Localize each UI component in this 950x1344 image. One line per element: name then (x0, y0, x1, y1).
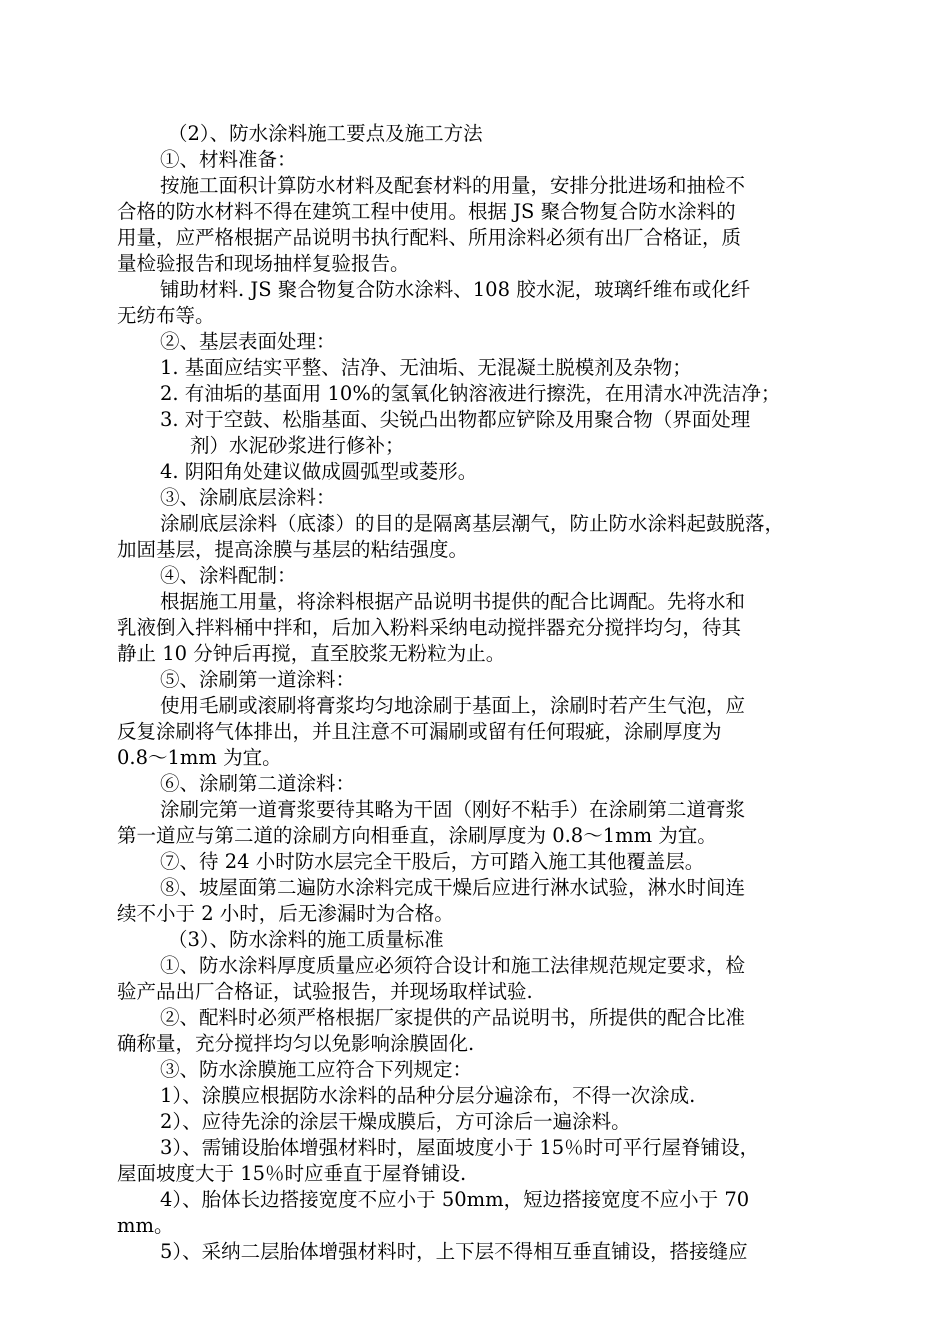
subheading: ⑥、涂刷第二道涂料： (160, 772, 356, 795)
paragraph-line: 验产品出厂合格证，试验报告，并现场取样试验. (117, 980, 533, 1003)
paragraph-line: 加固基层，提高涂膜与基层的粘结强度。 (117, 538, 469, 561)
paragraph-line: 铺助材料. JS 聚合物复合防水涂料、108 胶水泥，玻璃纤维布或化纤 (160, 278, 751, 301)
list-item: 3）、需铺设胎体增强材料时，屋面坡度小于 15％时可平行屋脊铺设， (160, 1136, 760, 1159)
paragraph-line: 确称量，充分搅拌均匀以免影响涂膜固化. (117, 1032, 475, 1055)
list-item: 3. 对于空鼓、松脂基面、尖锐凸出物都应铲除及用聚合物（界面处理 (160, 408, 751, 431)
paragraph-line: 第一道应与第二道的涂刷方向相垂直，涂刷厚度为 0.8～1mm 为宜。 (117, 824, 717, 847)
list-item: 1. 基面应结实平整、洁净、无油垢、无混凝土脱模剂及杂物； (160, 356, 692, 379)
list-item-continuation: mm。 (117, 1214, 174, 1237)
paragraph-line: 用量，应严格根据产品说明书执行配料、所用涂料必须有出厂合格证，质 (117, 226, 742, 249)
paragraph-line: ②、配料时必须严格根据厂家提供的产品说明书，所提供的配合比准 (160, 1006, 746, 1029)
subheading: ④、涂料配制： (160, 564, 297, 587)
list-item: 2. 有油垢的基面用 10%的氢氧化钠溶液进行擦洗，在用清水冲洗洁净； (160, 382, 781, 405)
subheading: ⑤、涂刷第一道涂料： (160, 668, 356, 691)
section-heading: （2）、防水涂料施工要点及施工方法 (168, 122, 483, 145)
section-heading: （3）、防水涂料的施工质量标准 (168, 928, 444, 951)
paragraph-line: 静止 10 分钟后再搅，直至胶浆无粉粒为止。 (117, 642, 506, 665)
paragraph-line: 续不小于 2 小时，后无渗漏时为合格。 (117, 902, 454, 925)
list-item: 5）、采纳二层胎体增强材料时，上下层不得相互垂直铺设，搭接缝应 (160, 1240, 748, 1263)
paragraph-line: 反复涂刷将气体排出，并且注意不可漏刷或留有任何瑕疵，涂刷厚度为 (117, 720, 722, 743)
paragraph-line: 使用毛刷或滚刷将膏浆均匀地涂刷于基面上，涂刷时若产生气泡，应 (160, 694, 746, 717)
subheading: ③、防水涂膜施工应符合下列规定： (160, 1058, 473, 1081)
list-item-continuation: 屋面坡度大于 15％时应垂直于屋脊铺设. (117, 1162, 467, 1185)
paragraph-line: 量检验报告和现场抽样复验报告。 (117, 252, 410, 275)
subheading: ①、材料准备： (160, 148, 297, 171)
paragraph-line: 无纺布等。 (117, 304, 215, 327)
paragraph-line: 0.8～1mm 为宜。 (117, 746, 282, 769)
subheading: ②、基层表面处理： (160, 330, 336, 353)
list-item: 2）、应待先涂的涂层干燥成膜后，方可涂后一遍涂料。 (160, 1110, 631, 1133)
list-item: 1）、涂膜应根据防水涂料的品种分层分遍涂布，不得一次涂成. (160, 1084, 696, 1107)
list-item: 4）、胎体长边搭接宽度不应小于 50mm，短边搭接宽度不应小于 70 (160, 1188, 750, 1211)
list-item: 4. 阴阳角处建议做成圆弧型或菱形。 (160, 460, 478, 483)
paragraph-line: 根据施工用量，将涂料根据产品说明书提供的配合比调配。先将水和 (160, 590, 746, 613)
paragraph-line: 按施工面积计算防水材料及配套材料的用量，安排分批进场和抽检不 (160, 174, 746, 197)
list-item-continuation: 剂）水泥砂浆进行修补； (190, 434, 405, 457)
paragraph-line: ⑧、坡屋面第二遍防水涂料完成干燥后应进行淋水试验，淋水时间连 (160, 876, 746, 899)
paragraph-line: 合格的防水材料不得在建筑工程中使用。根据 JS 聚合物复合防水涂料的 (117, 200, 736, 223)
paragraph-line: 乳液倒入拌料桶中拌和，后加入粉料采纳电动搅拌器充分搅拌均匀，待其 (117, 616, 742, 639)
paragraph-line: 涂刷底层涂料（底漆）的目的是隔离基层潮气，防止防水涂料起鼓脱落， (160, 512, 785, 535)
subheading: ③、涂刷底层涂料： (160, 486, 336, 509)
paragraph-line: ⑦、待 24 小时防水层完全干股后，方可踏入施工其他覆盖层。 (160, 850, 705, 873)
paragraph-line: ①、防水涂料厚度质量应必须符合设计和施工法律规范规定要求，检 (160, 954, 746, 977)
paragraph-line: 涂刷完第一道膏浆要待其略为干固（刚好不粘手）在涂刷第二道膏浆 (160, 798, 746, 821)
